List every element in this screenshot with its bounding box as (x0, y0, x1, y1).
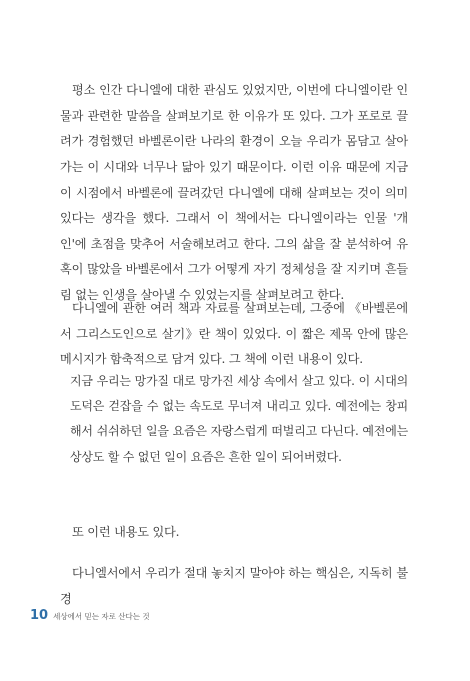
running-title: 세상에서 믿는 자로 산다는 것 (53, 612, 150, 621)
page-footer (30, 608, 150, 623)
body-paragraph-1: 평소 인간 다니엘에 대한 관심도 있었지만, 이번에 다니엘이란 인물과 관련한 말씀을 살펴보기로 한 이유가 또 있다. 그가 포로로 끌려가 경험했던 바벨론이란 나라의 환경이 오늘 우리가 몸담고 살아가는 이 시대와 너무나 닮아 있기 때문이다. 이런 이유 때문에 지금 이 시점에서 바벨론에 끌려갔던 다니엘에 대해 살펴보는 것이 의미 있다는 생각을 했다. 그래서 이 책에서는 다니엘이라는 인물 '개인'에 초점을 맞추어 서술해보려고 한다. 그의 삶을 잘 분석하여 유혹이 많았을 바벨론에서 그가 어떻게 자기 정체성을 잘 지키며 흔들림 없는 인생을 살아낼 수 있었는지를 살펴보려고 한다. (60, 83, 408, 302)
body-paragraph-2: 다니엘에 관한 여러 책과 자료를 살펴보는데, 그중에 《바벨론에서 그리스도인으로 살기》란 책이 있었다. 이 짧은 제목 안에 많은 메시지가 함축적으로 담겨 있다. 그 책에 이런 내용이 있다. (60, 301, 408, 367)
page-number: 10 (30, 608, 49, 623)
body-paragraph-4: 다니엘서에서 우리가 절대 놓치지 말아야 하는 핵심은, 지독히 불경 (60, 566, 408, 606)
body-paragraph-3: 또 이런 내용도 있다. (72, 525, 180, 540)
block-quote: 지금 우리는 망가질 대로 망가진 세상 속에서 살고 있다. 이 시대의 도덕은 걷잡을 수 없는 속도로 무너져 내리고 있다. 예전에는 창피해서 쉬쉬하던 일을 요즘은 자랑스럽게 떠벌리고 다닌다. 예전에는 상상도 할 수 없던 일이 요즘은 흔한 일이 되어버렸다. (70, 374, 408, 464)
